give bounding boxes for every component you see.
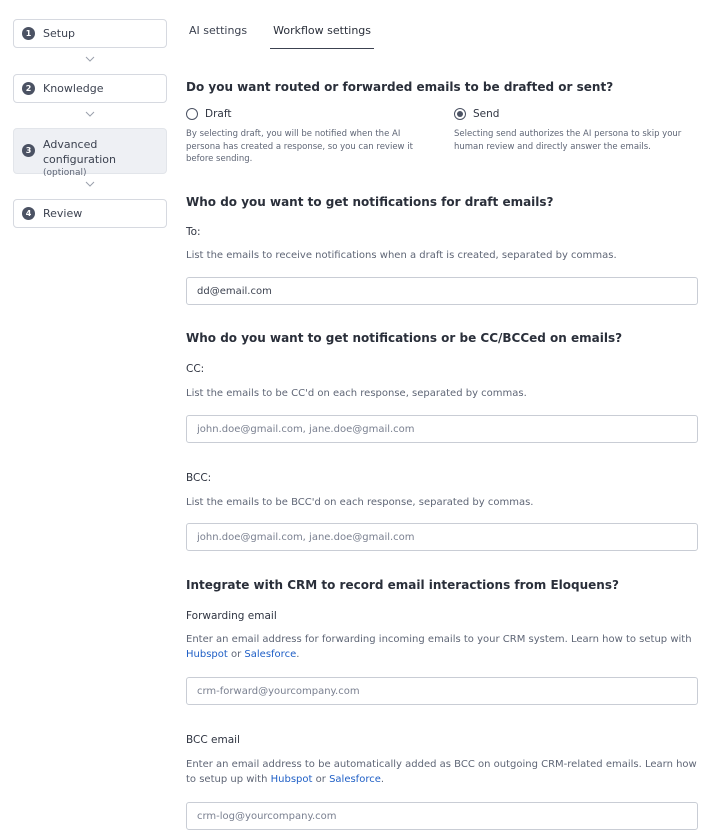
forwarding-email-input[interactable] bbox=[186, 677, 698, 705]
radio-draft[interactable] bbox=[186, 108, 231, 120]
chevron-down-icon bbox=[85, 111, 95, 121]
cc-help-text: List the emails to be CC'd on each response, separated by commas. bbox=[186, 388, 527, 399]
step-setup[interactable] bbox=[13, 19, 167, 48]
tab-ai-settings[interactable]: AI settings bbox=[189, 24, 248, 37]
or-text: or bbox=[231, 649, 242, 660]
or-text: or bbox=[315, 774, 326, 785]
bcc-crm-email-input[interactable] bbox=[186, 802, 698, 830]
hubspot-link[interactable]: Hubspot bbox=[186, 649, 228, 660]
salesforce-link[interactable]: Salesforce bbox=[244, 649, 297, 660]
period-text: . bbox=[380, 774, 385, 785]
to-help-text: List the emails to receive notifications when a draft is created, separated by commas. bbox=[186, 250, 617, 261]
radio-send[interactable] bbox=[454, 108, 499, 120]
send-description: Selecting send authorizes the AI persona to skip your human review and directly answer the emails. bbox=[454, 129, 682, 152]
cc-bcc-heading: Who do you want to get notifications or be CC/BCCed on emails? bbox=[186, 331, 623, 345]
bcc-email-help-text bbox=[186, 757, 706, 787]
step-label-group bbox=[43, 137, 166, 180]
chevron-down-icon bbox=[85, 56, 95, 66]
bcc-email-label: BCC email bbox=[186, 734, 240, 746]
bcc-email-help-body: Enter an email address to be automatically added as BCC on outgoing CRM-related emails. Learn how to setup up with bbox=[186, 759, 697, 785]
step-label: Advanced configuration bbox=[43, 138, 116, 166]
step-review[interactable] bbox=[13, 199, 167, 228]
radio-send-indicator[interactable] bbox=[454, 108, 466, 120]
forwarding-email-label: Forwarding email bbox=[186, 610, 277, 622]
step-label: Setup bbox=[43, 27, 76, 40]
to-label: To: bbox=[186, 226, 201, 238]
forwarding-help-body: Enter an email address for forwarding incoming emails to your CRM system. Learn how to setup with bbox=[186, 634, 692, 645]
settings-tabs bbox=[186, 17, 374, 49]
step-knowledge[interactable] bbox=[13, 74, 167, 103]
radio-draft-indicator[interactable] bbox=[186, 108, 198, 120]
tab-workflow-settings[interactable]: Workflow settings bbox=[270, 17, 374, 49]
salesforce-link[interactable]: Salesforce bbox=[329, 774, 381, 785]
forwarding-help-text bbox=[186, 632, 706, 662]
draft-notifications-heading: Who do you want to get notifications for draft emails? bbox=[186, 195, 554, 209]
radio-draft-label: Draft bbox=[205, 108, 232, 120]
step-number-badge: 2 bbox=[22, 82, 35, 95]
chevron-down-icon bbox=[85, 181, 95, 191]
step-number-badge: 1 bbox=[22, 27, 35, 40]
step-label: Review bbox=[43, 207, 83, 220]
radio-send-label: Send bbox=[473, 108, 500, 120]
step-advanced-configuration[interactable] bbox=[13, 128, 167, 178]
bcc-help-text: List the emails to be BCC'd on each response, separated by commas. bbox=[186, 497, 534, 508]
cc-label: CC: bbox=[186, 363, 205, 375]
step-number-badge: 4 bbox=[22, 207, 35, 220]
step-label: Knowledge bbox=[43, 82, 104, 95]
bcc-email-input[interactable] bbox=[186, 523, 698, 551]
to-email-input[interactable] bbox=[186, 277, 698, 305]
hubspot-link[interactable]: Hubspot bbox=[270, 774, 313, 785]
bcc-label: BCC: bbox=[186, 472, 212, 484]
draft-description: By selecting draft, you will be notified when the AI persona has created a response, so you can review it before sending. bbox=[186, 129, 413, 164]
step-number-badge: 3 bbox=[22, 144, 35, 157]
step-sublabel: (optional) bbox=[43, 168, 87, 178]
crm-heading: Integrate with CRM to record email interactions from Eloquens? bbox=[186, 578, 619, 592]
cc-email-input[interactable] bbox=[186, 415, 698, 443]
draft-or-send-heading: Do you want routed or forwarded emails to be drafted or sent? bbox=[186, 80, 614, 94]
period-text: . bbox=[296, 649, 300, 660]
